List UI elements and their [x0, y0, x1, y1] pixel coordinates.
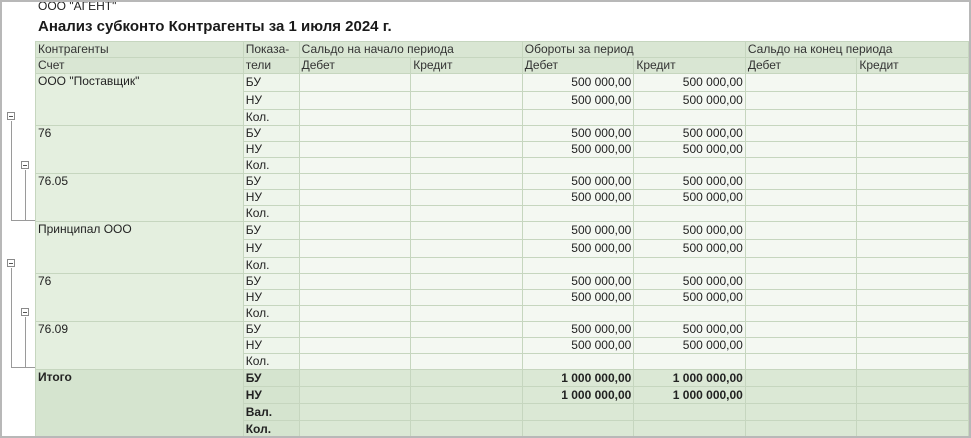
row-group-label: Принципал ООО — [36, 222, 244, 274]
header-turnover: Обороты за период — [522, 42, 745, 58]
closing-debit-cell — [745, 174, 857, 190]
indicator-cell: Кол. — [243, 206, 299, 222]
opening-credit-cell — [411, 338, 523, 354]
closing-debit-cell — [745, 421, 857, 438]
turnover-debit-cell — [522, 158, 634, 174]
opening-debit-cell — [299, 290, 411, 306]
header-turnover-credit: Кредит — [634, 58, 746, 74]
turnover-debit-cell: 500 000,00 — [522, 92, 634, 110]
turnover-debit-cell: 500 000,00 — [522, 74, 634, 92]
indicator-cell: НУ — [243, 190, 299, 206]
indicator-cell: Кол. — [243, 421, 299, 438]
opening-debit-cell — [299, 142, 411, 158]
header-closing-credit: Кредит — [857, 58, 969, 74]
opening-debit-cell — [299, 258, 411, 274]
tree-line — [25, 170, 26, 220]
turnover-credit-cell — [634, 158, 746, 174]
indicator-cell: БУ — [243, 126, 299, 142]
opening-credit-cell — [411, 370, 523, 387]
closing-debit-cell — [745, 274, 857, 290]
closing-debit-cell — [745, 258, 857, 274]
closing-credit-cell — [857, 258, 969, 274]
closing-credit-cell — [857, 370, 969, 387]
opening-credit-cell — [411, 190, 523, 206]
opening-credit-cell — [411, 74, 523, 92]
opening-debit-cell — [299, 338, 411, 354]
turnover-credit-cell — [634, 404, 746, 421]
row-group-label: 76 — [36, 274, 244, 322]
indicator-cell: НУ — [243, 142, 299, 158]
closing-credit-cell — [857, 322, 969, 338]
closing-debit-cell — [745, 306, 857, 322]
header-account: Счет — [36, 58, 244, 74]
indicator-cell: Кол. — [243, 110, 299, 126]
opening-credit-cell — [411, 240, 523, 258]
turnover-debit-cell — [522, 404, 634, 421]
total-label: Итого — [36, 370, 244, 438]
opening-credit-cell — [411, 404, 523, 421]
opening-debit-cell — [299, 274, 411, 290]
header-row-1 — [36, 42, 969, 58]
turnover-credit-cell: 1 000 000,00 — [634, 387, 746, 404]
closing-debit-cell — [745, 387, 857, 404]
turnover-debit-cell — [522, 306, 634, 322]
header-indicators-2: тели — [243, 58, 299, 74]
closing-debit-cell — [745, 126, 857, 142]
indicator-cell: БУ — [243, 222, 299, 240]
turnover-debit-cell: 500 000,00 — [522, 174, 634, 190]
tree-line — [11, 367, 35, 368]
indicator-cell: БУ — [243, 370, 299, 387]
table-row[interactable] — [36, 174, 969, 190]
closing-credit-cell — [857, 421, 969, 438]
closing-debit-cell — [745, 190, 857, 206]
closing-debit-cell — [745, 354, 857, 370]
opening-debit-cell — [299, 158, 411, 174]
turnover-credit-cell: 1 000 000,00 — [634, 370, 746, 387]
turnover-debit-cell: 1 000 000,00 — [522, 370, 634, 387]
turnover-credit-cell: 500 000,00 — [634, 290, 746, 306]
closing-credit-cell — [857, 274, 969, 290]
report-table — [35, 41, 969, 438]
opening-debit-cell — [299, 322, 411, 338]
closing-debit-cell — [745, 290, 857, 306]
header-row-2 — [36, 58, 969, 74]
opening-debit-cell — [299, 92, 411, 110]
row-group-label: 76.09 — [36, 322, 244, 370]
total-row[interactable] — [36, 370, 969, 387]
collapse-account-1-icon[interactable] — [21, 161, 29, 169]
header-indicators: Показа- — [243, 42, 299, 58]
closing-credit-cell — [857, 126, 969, 142]
turnover-credit-cell: 500 000,00 — [634, 190, 746, 206]
header-closing-balance: Сальдо на конец периода — [745, 42, 968, 58]
closing-debit-cell — [745, 110, 857, 126]
closing-credit-cell — [857, 354, 969, 370]
closing-credit-cell — [857, 306, 969, 322]
opening-credit-cell — [411, 206, 523, 222]
grouping-tree — [2, 2, 36, 436]
opening-credit-cell — [411, 354, 523, 370]
closing-credit-cell — [857, 142, 969, 158]
header-closing-debit: Дебет — [745, 58, 857, 74]
turnover-debit-cell — [522, 110, 634, 126]
opening-debit-cell — [299, 126, 411, 142]
closing-credit-cell — [857, 387, 969, 404]
indicator-cell: НУ — [243, 290, 299, 306]
turnover-credit-cell — [634, 110, 746, 126]
tree-line — [25, 317, 26, 367]
opening-debit-cell — [299, 190, 411, 206]
turnover-credit-cell: 500 000,00 — [634, 74, 746, 92]
row-group-label: ООО "Поставщик" — [36, 74, 244, 126]
indicator-cell: Вал. — [243, 404, 299, 421]
indicator-cell: НУ — [243, 338, 299, 354]
turnover-credit-cell: 500 000,00 — [634, 274, 746, 290]
closing-credit-cell — [857, 190, 969, 206]
tree-line — [11, 220, 35, 221]
tree-line — [11, 268, 12, 368]
closing-credit-cell — [857, 206, 969, 222]
opening-debit-cell — [299, 222, 411, 240]
turnover-debit-cell: 1 000 000,00 — [522, 387, 634, 404]
turnover-debit-cell: 500 000,00 — [522, 142, 634, 158]
closing-debit-cell — [745, 92, 857, 110]
opening-debit-cell — [299, 110, 411, 126]
table-row[interactable] — [36, 274, 969, 290]
header-counterparty: Контрагенты — [36, 42, 244, 58]
table-row[interactable] — [36, 74, 969, 92]
report-title: Анализ субконто Контрагенты за 1 июля 2024 г. — [38, 18, 392, 35]
opening-credit-cell — [411, 387, 523, 404]
indicator-cell: БУ — [243, 174, 299, 190]
opening-credit-cell — [411, 322, 523, 338]
header-turnover-debit: Дебет — [522, 58, 634, 74]
turnover-debit-cell: 500 000,00 — [522, 274, 634, 290]
header-opening-balance: Сальдо на начало периода — [299, 42, 522, 58]
collapse-account-2-icon[interactable] — [21, 308, 29, 316]
turnover-credit-cell — [634, 354, 746, 370]
indicator-cell: БУ — [243, 74, 299, 92]
closing-debit-cell — [745, 338, 857, 354]
closing-debit-cell — [745, 206, 857, 222]
indicator-cell: Кол. — [243, 258, 299, 274]
opening-credit-cell — [411, 274, 523, 290]
turnover-credit-cell: 500 000,00 — [634, 92, 746, 110]
turnover-debit-cell — [522, 421, 634, 438]
closing-debit-cell — [745, 240, 857, 258]
organization-name: ООО "АГЕНТ" — [38, 0, 117, 13]
turnover-credit-cell — [634, 206, 746, 222]
turnover-credit-cell: 500 000,00 — [634, 338, 746, 354]
closing-credit-cell — [857, 240, 969, 258]
closing-credit-cell — [857, 338, 969, 354]
closing-debit-cell — [745, 222, 857, 240]
turnover-credit-cell: 500 000,00 — [634, 240, 746, 258]
opening-debit-cell — [299, 206, 411, 222]
opening-credit-cell — [411, 158, 523, 174]
opening-debit-cell — [299, 404, 411, 421]
turnover-credit-cell — [634, 306, 746, 322]
closing-credit-cell — [857, 404, 969, 421]
turnover-debit-cell: 500 000,00 — [522, 290, 634, 306]
opening-credit-cell — [411, 126, 523, 142]
turnover-credit-cell — [634, 258, 746, 274]
closing-credit-cell — [857, 290, 969, 306]
turnover-credit-cell: 500 000,00 — [634, 222, 746, 240]
indicator-cell: НУ — [243, 92, 299, 110]
closing-credit-cell — [857, 74, 969, 92]
closing-debit-cell — [745, 370, 857, 387]
opening-debit-cell — [299, 306, 411, 322]
table-row[interactable] — [36, 126, 969, 142]
opening-credit-cell — [411, 306, 523, 322]
opening-debit-cell — [299, 387, 411, 404]
turnover-debit-cell: 500 000,00 — [522, 222, 634, 240]
row-group-label: 76.05 — [36, 174, 244, 222]
turnover-debit-cell: 500 000,00 — [522, 190, 634, 206]
tree-line — [11, 121, 12, 221]
opening-credit-cell — [411, 142, 523, 158]
opening-debit-cell — [299, 354, 411, 370]
turnover-credit-cell: 500 000,00 — [634, 174, 746, 190]
turnover-debit-cell: 500 000,00 — [522, 338, 634, 354]
closing-debit-cell — [745, 142, 857, 158]
closing-credit-cell — [857, 110, 969, 126]
row-group-label: 76 — [36, 126, 244, 174]
turnover-debit-cell — [522, 354, 634, 370]
turnover-credit-cell: 500 000,00 — [634, 142, 746, 158]
closing-debit-cell — [745, 404, 857, 421]
header-opening-credit: Кредит — [411, 58, 523, 74]
closing-credit-cell — [857, 222, 969, 240]
opening-credit-cell — [411, 290, 523, 306]
closing-credit-cell — [857, 158, 969, 174]
turnover-debit-cell: 500 000,00 — [522, 126, 634, 142]
collapse-group-1-icon[interactable] — [7, 112, 15, 120]
turnover-debit-cell: 500 000,00 — [522, 322, 634, 338]
opening-debit-cell — [299, 240, 411, 258]
opening-debit-cell — [299, 74, 411, 92]
closing-credit-cell — [857, 92, 969, 110]
turnover-credit-cell — [634, 421, 746, 438]
opening-debit-cell — [299, 370, 411, 387]
opening-debit-cell — [299, 421, 411, 438]
collapse-group-2-icon[interactable] — [7, 259, 15, 267]
opening-debit-cell — [299, 174, 411, 190]
turnover-credit-cell: 500 000,00 — [634, 322, 746, 338]
closing-debit-cell — [745, 158, 857, 174]
opening-credit-cell — [411, 421, 523, 438]
opening-credit-cell — [411, 92, 523, 110]
indicator-cell: НУ — [243, 240, 299, 258]
closing-credit-cell — [857, 174, 969, 190]
table-row[interactable] — [36, 222, 969, 240]
opening-credit-cell — [411, 258, 523, 274]
indicator-cell: БУ — [243, 274, 299, 290]
indicator-cell: Кол. — [243, 158, 299, 174]
indicator-cell: Кол. — [243, 306, 299, 322]
closing-debit-cell — [745, 322, 857, 338]
closing-debit-cell — [745, 74, 857, 92]
turnover-debit-cell — [522, 258, 634, 274]
turnover-debit-cell: 500 000,00 — [522, 240, 634, 258]
turnover-debit-cell — [522, 206, 634, 222]
indicator-cell: НУ — [243, 387, 299, 404]
turnover-credit-cell: 500 000,00 — [634, 126, 746, 142]
header-opening-debit: Дебет — [299, 58, 411, 74]
opening-credit-cell — [411, 222, 523, 240]
table-row[interactable] — [36, 322, 969, 338]
indicator-cell: Кол. — [243, 354, 299, 370]
indicator-cell: БУ — [243, 322, 299, 338]
opening-credit-cell — [411, 110, 523, 126]
opening-credit-cell — [411, 174, 523, 190]
